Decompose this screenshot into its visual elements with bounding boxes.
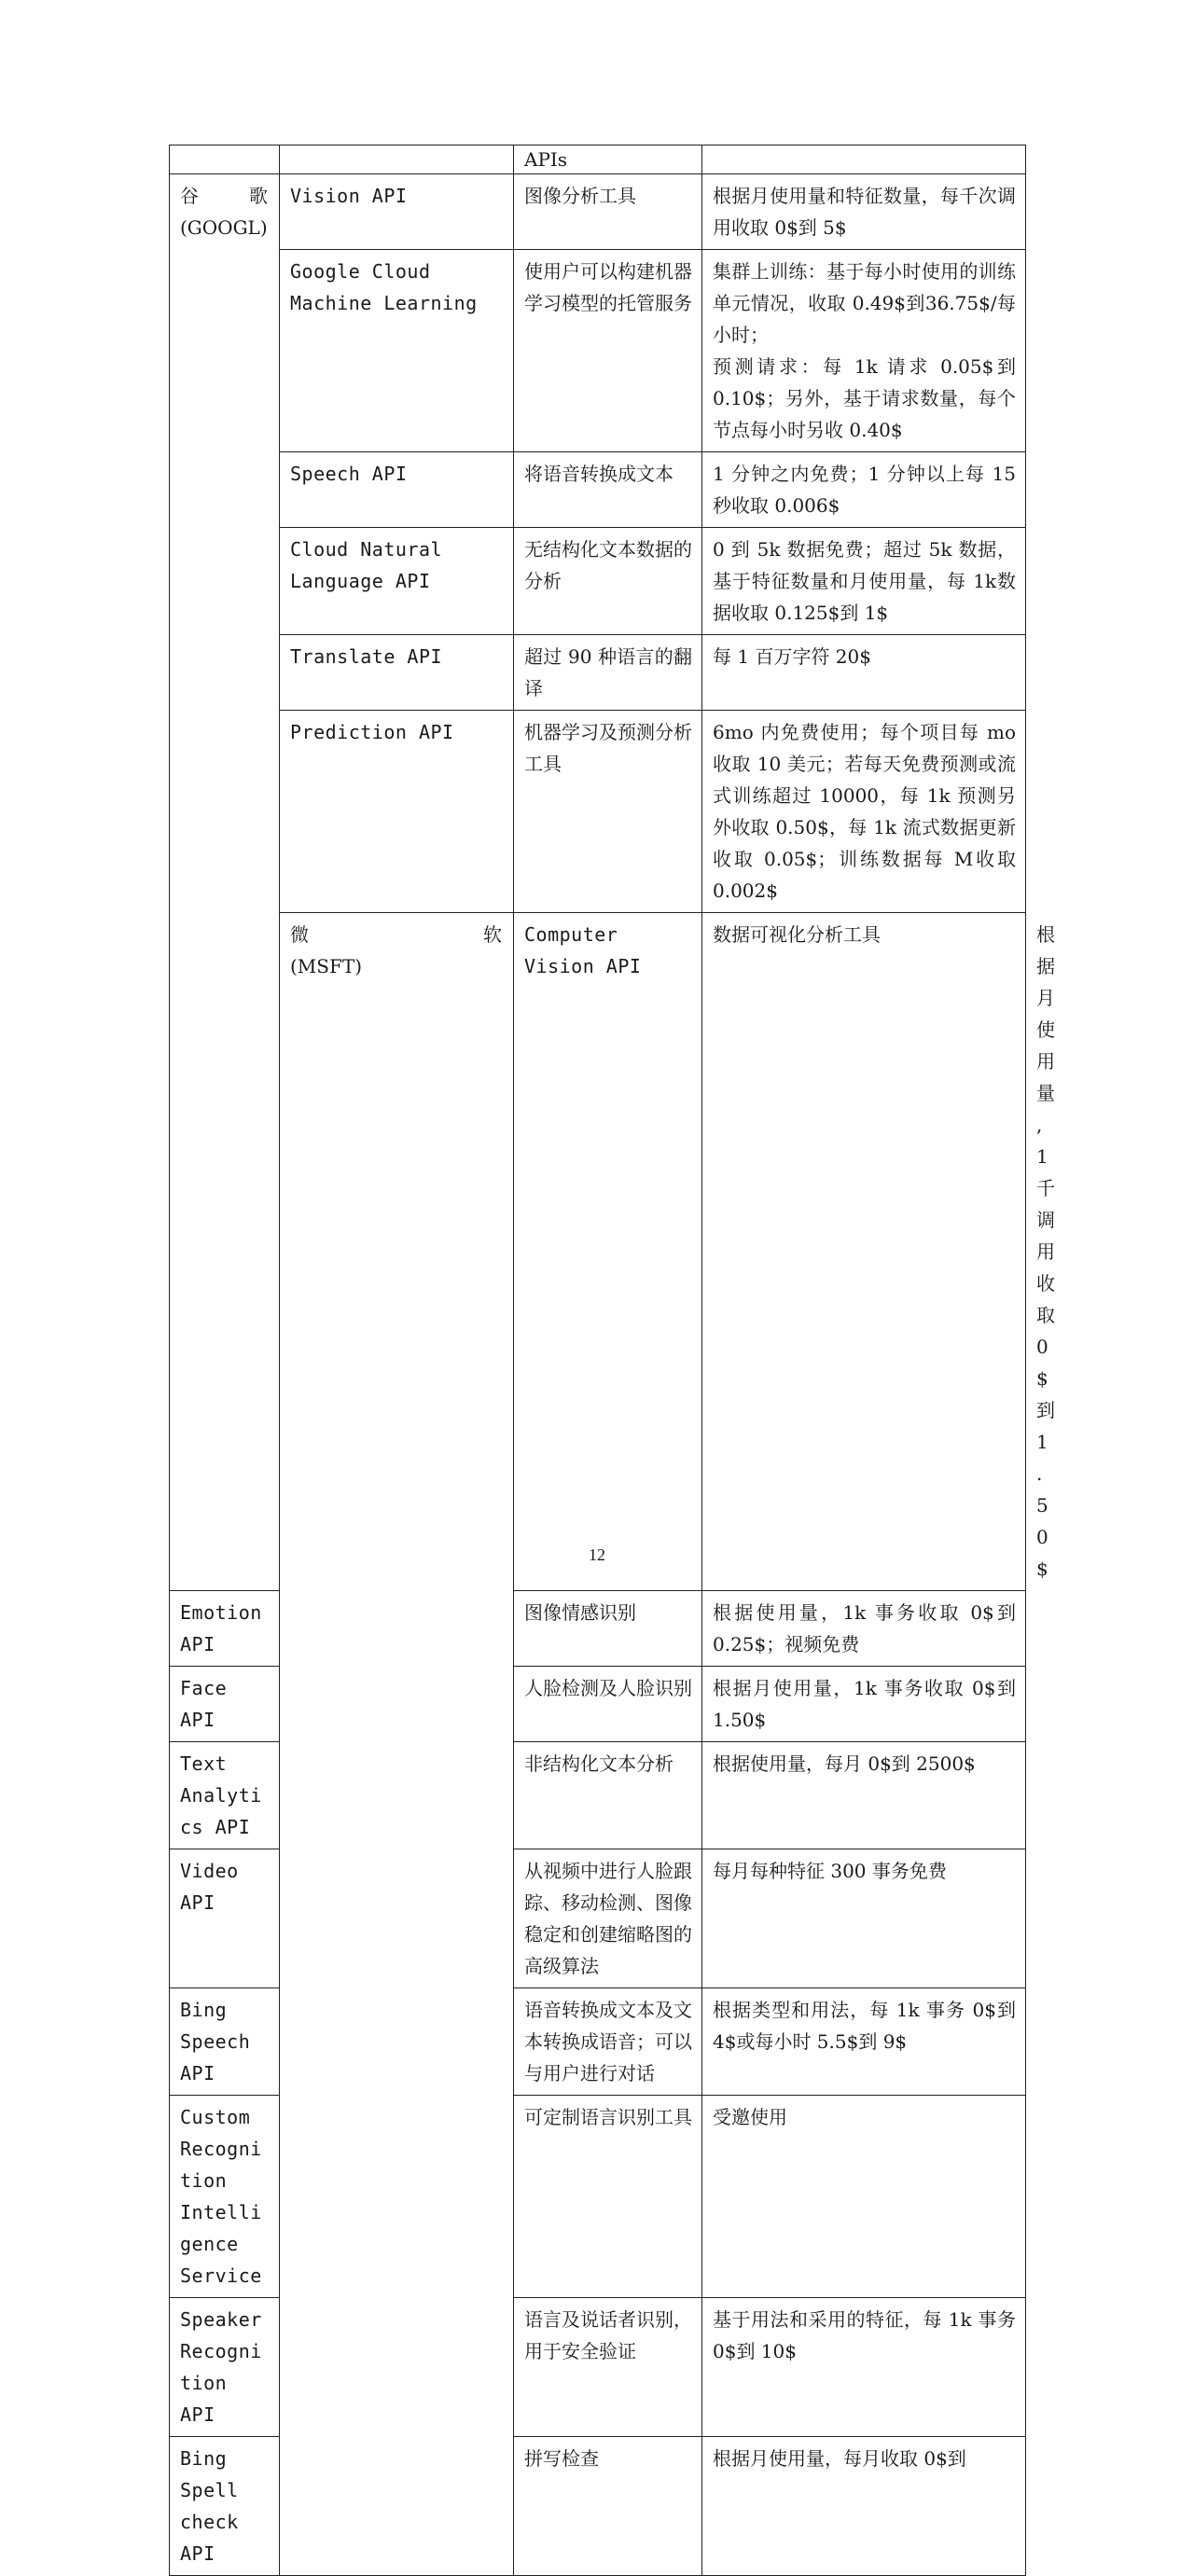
api-name-cell: Cloud Natural Language API: [280, 528, 514, 635]
table-row: 微 软 (MSFT) Computer Vision API 数据可视化分析工具 根据月使用量,1 千调用收取 0$到1.50$: [170, 913, 1026, 1591]
api-name-cell: Speech API: [280, 452, 514, 528]
api-name-cell: Text Analytics API: [170, 1742, 280, 1849]
api-name-cell: Prediction API: [280, 711, 514, 913]
company-ticker: (GOOGL): [180, 216, 268, 239]
api-name-cell: Bing Speech API: [170, 1988, 280, 2096]
table-row: [170, 250, 1026, 452]
api-name-cell: Translate API: [280, 635, 514, 711]
api-desc-cell: 图像分析工具: [514, 174, 702, 250]
api-name-cell: Custom Recognition Intelligence Service: [170, 2096, 280, 2298]
api-desc-cell: 机器学习及预测分析工具: [514, 711, 702, 913]
api-name-cell: Face API: [170, 1667, 280, 1742]
api-price-cell: [702, 2437, 1026, 2576]
price-line: 1 分钟之内免费；1 分钟以上每 15秒收取 0.006$: [713, 463, 1016, 517]
api-price-cell: [702, 711, 1026, 913]
api-desc-cell: APIs: [514, 145, 702, 174]
api-desc-cell: 数据可视化分析工具: [702, 913, 1026, 1591]
table-row: [170, 174, 1026, 250]
api-name-cell: Computer Vision API: [514, 913, 702, 1591]
price-line: 集群上训练：基于每小时使用的训练单元情况，收取 0.49$到36.75$/每小时；: [713, 260, 1016, 346]
api-desc-cell: 语言及说话者识别，用于安全验证: [514, 2298, 702, 2437]
company-cell-google: [170, 174, 280, 1591]
price-line: 根据月使用量，每月收取 0$到: [713, 2447, 966, 2470]
price-line: 每月每种特征 300 事务免费: [713, 1860, 947, 1882]
company-name-char: 软: [483, 923, 502, 946]
company-cell-microsoft: [280, 913, 514, 2576]
api-price-cell: [702, 1591, 1026, 1667]
api-price-cell: [702, 635, 1026, 711]
price-line: 预测请求：每 1k 请求 0.05$到0.10$；另外，基于请求数量，每个节点每小时另收 0.40$: [713, 355, 1016, 441]
company-name-char: 歌: [249, 185, 268, 207]
api-name-cell: Vision API: [280, 174, 514, 250]
api-name-cell: [280, 145, 514, 174]
price-line: 根据使用量，1k 事务收取 0$到0.25$；视频免费: [713, 1601, 1016, 1655]
api-desc-cell: 使用户可以构建机器学习模型的托管服务: [514, 250, 702, 452]
api-price-cell: [702, 174, 1026, 250]
price-line: 根据月使用量和特征数量，每千次调用收取 0$到 5$: [713, 185, 1016, 239]
api-price-cell: [702, 250, 1026, 452]
api-name-cell: Speaker Recognition API: [170, 2298, 280, 2437]
api-price-cell: [702, 452, 1026, 528]
api-desc-cell: 超过 90 种语言的翻译: [514, 635, 702, 711]
api-name-cell: Video API: [170, 1849, 280, 1988]
api-desc-cell: 语音转换成文本及文本转换成语音；可以与用户进行对话: [514, 1988, 702, 2096]
api-price-cell: [702, 2298, 1026, 2437]
api-desc-cell: 非结构化文本分析: [514, 1742, 702, 1849]
api-price-cell: [702, 528, 1026, 635]
price-line: 根据月使用量，1k 事务收取 0$到1.50$: [713, 1677, 1016, 1731]
api-desc-cell: 人脸检测及人脸识别: [514, 1667, 702, 1742]
api-pricing-table: [169, 145, 1055, 2576]
api-desc-cell: 无结构化文本数据的分析: [514, 528, 702, 635]
api-price-cell: [702, 1742, 1026, 1849]
price-line: 根据使用量，每月 0$到 2500$: [713, 1752, 976, 1775]
table-row: [170, 711, 1026, 913]
company-name-char: 谷: [180, 185, 199, 207]
api-desc-cell: 拼写检查: [514, 2437, 702, 2576]
company-cell: [170, 145, 280, 174]
api-name-cell: Google Cloud Machine Learning: [280, 250, 514, 452]
price-line: 受邀使用: [713, 2106, 787, 2128]
company-name-char: 微: [290, 923, 309, 946]
api-price-cell: [702, 145, 1026, 174]
table-row: [170, 452, 1026, 528]
api-desc-cell: 从视频中进行人脸跟踪、移动检测、图像稳定和创建缩略图的高级算法: [514, 1849, 702, 1988]
api-desc-cell: 图像情感识别: [514, 1591, 702, 1667]
table-row: [170, 145, 1026, 174]
price-line: 0 到 5k 数据免费；超过 5k 数据，基于特征数量和月使用量，每 1k数据收取 0.125$到 1$: [713, 538, 1016, 624]
api-price-cell: [702, 1667, 1026, 1742]
api-price-cell: [702, 1849, 1026, 1988]
page-number: 12: [589, 1545, 605, 1564]
price-line: 根据类型和用法，每 1k 事务 0$到4$或每小时 5.5$到 9$: [713, 1999, 1016, 2053]
table-row: [170, 528, 1026, 635]
company-ticker: (MSFT): [290, 955, 363, 977]
table-row: [170, 635, 1026, 711]
api-price-cell: [702, 2096, 1026, 2298]
price-line: 每 1 百万字符 20$: [713, 645, 871, 668]
api-desc-cell: 可定制语言识别工具: [514, 2096, 702, 2298]
api-name-cell: Bing Spell check API: [170, 2437, 280, 2576]
api-desc-cell: 将语音转换成文本: [514, 452, 702, 528]
price-line: 6mo 内免费使用；每个项目每 mo收取 10 美元；若每天免费预测或流式训练超过 10000，每 1k 预测另外收取 0.50$，每 1k 流式数据更新收取 0.05$；训练数据每 M收取 0.002$: [713, 721, 1016, 902]
api-price-cell: [702, 1988, 1026, 2096]
api-name-cell: Emotion API: [170, 1591, 280, 1667]
price-line: 基于用法和采用的特征，每 1k 事务 0$到 10$: [713, 2308, 1016, 2362]
